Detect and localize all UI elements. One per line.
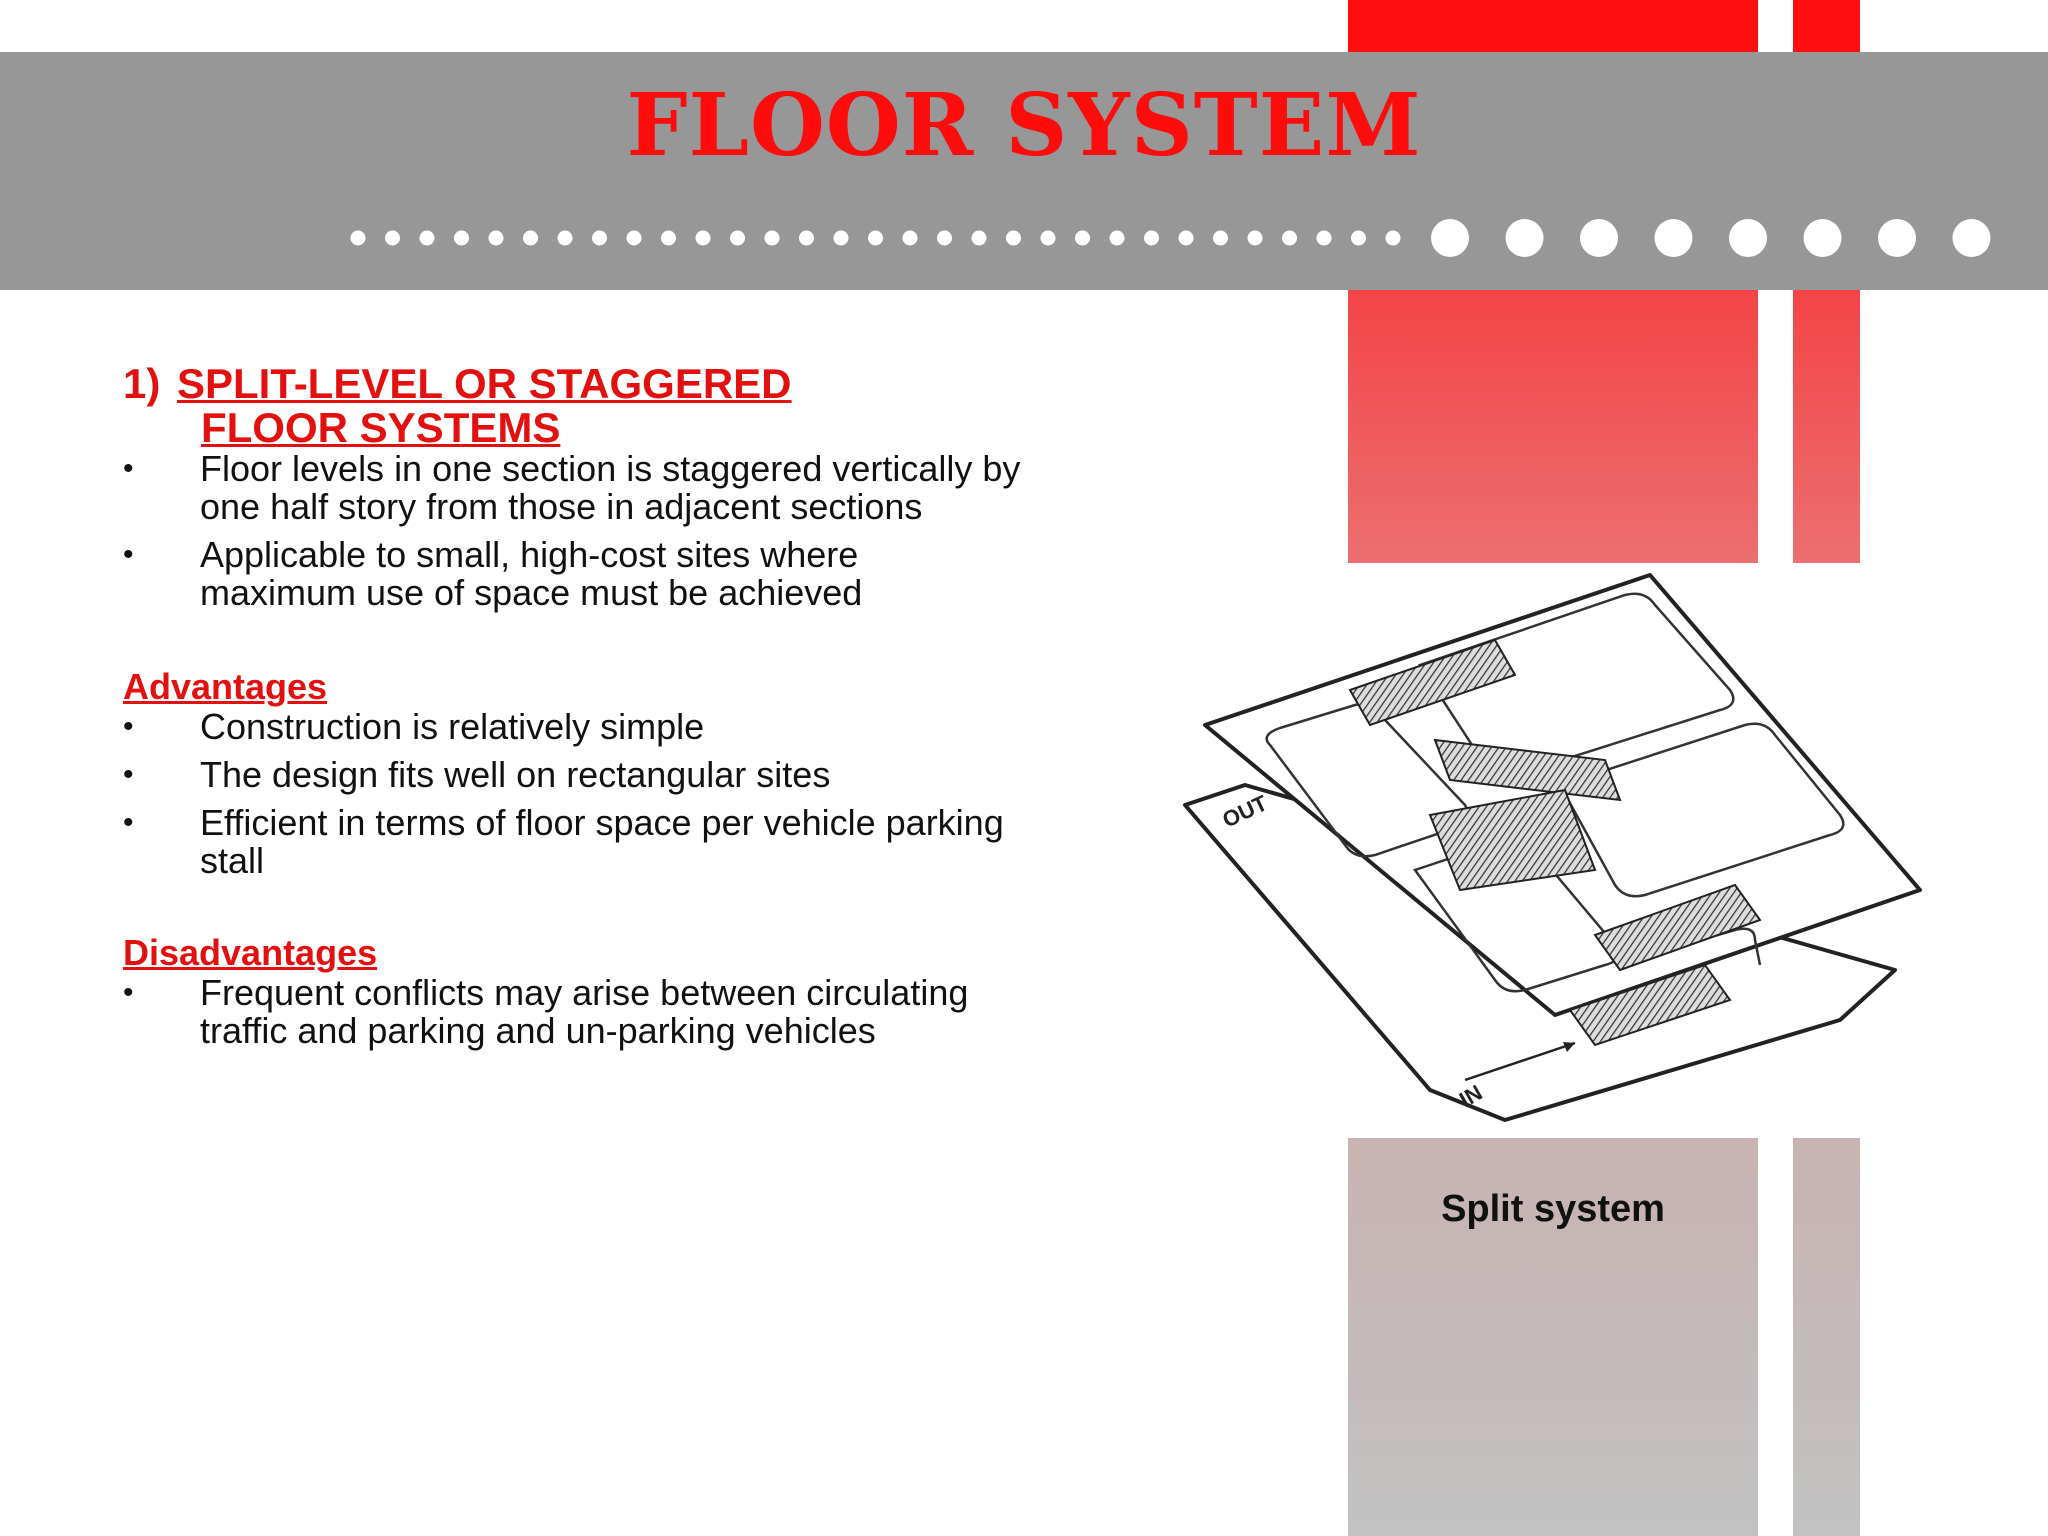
description-list: [123, 450, 1023, 612]
small-dot: [799, 231, 814, 246]
large-dot: [1506, 219, 1544, 257]
disadvantages-list: [123, 974, 1023, 1050]
decor-bar-bottom-narrow: [1793, 1138, 1860, 1536]
decor-bar-mid-wide: [1348, 290, 1758, 563]
section-title-line-2: FLOOR SYSTEMS: [201, 404, 561, 451]
large-dot: [1431, 219, 1469, 257]
large-dot: [1655, 219, 1693, 257]
list-item: • Frequent conflicts may arise between circulating traffic and parking and un-parking vehicles: [123, 974, 1023, 1050]
list-item: • Applicable to small, high-cost sites where maximum use of space must be achieved: [123, 536, 1023, 612]
small-dot: [765, 231, 780, 246]
small-dot: [1110, 231, 1125, 246]
label-out: OUT: [1218, 790, 1272, 833]
disadvantages-heading: Disadvantages: [123, 932, 378, 973]
small-dot: [454, 231, 469, 246]
small-dot: [489, 231, 504, 246]
small-dot: [351, 231, 366, 246]
small-dot: [523, 231, 538, 246]
advantages-heading: Advantages: [123, 666, 328, 707]
small-dot: [868, 231, 883, 246]
small-dot: [592, 231, 607, 246]
small-dot: [420, 231, 435, 246]
small-dot: [1351, 231, 1366, 246]
small-dot: [661, 231, 676, 246]
dot-row-decoration: [0, 0, 2048, 290]
list-item: • Efficient in terms of floor space per vehicle parking stall: [123, 804, 1023, 880]
small-dot: [1317, 231, 1332, 246]
section-heading: [123, 362, 1023, 450]
large-dot: [1729, 219, 1767, 257]
decor-bar-mid-narrow: [1793, 290, 1860, 563]
small-dot: [1179, 231, 1194, 246]
small-dot: [1144, 231, 1159, 246]
small-dot: [937, 231, 952, 246]
small-dot: [834, 231, 849, 246]
small-dot: [558, 231, 573, 246]
slide-title: FLOOR SYSTEM: [626, 75, 1422, 176]
small-dot: [627, 231, 642, 246]
small-dot: [972, 231, 987, 246]
large-dot: [1580, 219, 1618, 257]
small-dot: [1041, 231, 1056, 246]
small-dot: [385, 231, 400, 246]
small-dot: [1075, 231, 1090, 246]
slide-body: [123, 362, 1023, 1050]
small-dot: [1282, 231, 1297, 246]
figure-caption: Split system: [1441, 1188, 1665, 1230]
list-item: • Floor levels in one section is staggered vertically by one half story from those in adjacent sections: [123, 450, 1023, 526]
label-in: IN: [1455, 1079, 1487, 1113]
large-dot: [1953, 219, 1991, 257]
small-dot: [1248, 231, 1263, 246]
large-dot: [1878, 219, 1916, 257]
small-dot: [730, 231, 745, 246]
section-title-line-1: SPLIT-LEVEL OR STAGGERED: [177, 360, 792, 407]
small-dot: [1006, 231, 1021, 246]
advantages-list: [123, 708, 1023, 880]
small-dot: [1386, 231, 1401, 246]
small-dot: [903, 231, 918, 246]
section-number: 1): [123, 360, 161, 407]
large-dot: [1804, 219, 1842, 257]
list-item: • The design fits well on rectangular sites: [123, 756, 1023, 794]
list-item: • Construction is relatively simple: [123, 708, 1023, 746]
section-title: [177, 362, 792, 450]
split-system-diagram: [1175, 560, 1935, 1140]
small-dot: [1213, 231, 1228, 246]
small-dot: [696, 231, 711, 246]
